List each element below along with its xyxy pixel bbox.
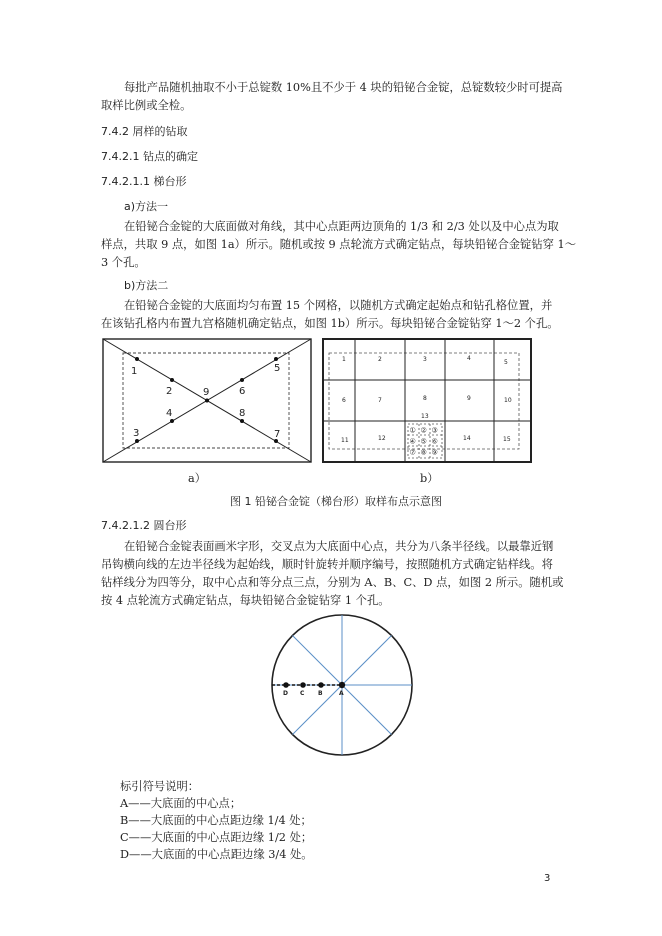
heading-7-4-2: 7.4.2 屑样的钻取 bbox=[101, 125, 188, 138]
fig2-label-b: B bbox=[318, 690, 323, 697]
fig1b-cell-4: 4 bbox=[467, 355, 471, 362]
fig1b-sub-label: b） bbox=[420, 472, 439, 485]
fig1b-sub-9: ⑨ bbox=[431, 448, 438, 457]
intro-line-1: 每批产品随机抽取不小于总锭数 10%且不少于 4 块的铅铋合金锭，总锭数较少时可提高 bbox=[124, 81, 563, 94]
fig1b-cell-7: 7 bbox=[378, 397, 382, 404]
figure-2 bbox=[270, 613, 414, 757]
fig1a-label-4: 4 bbox=[166, 408, 173, 419]
round-line-4: 按 4 点轮流方式确定钻点，每块铅铋合金锭钻穿 1 个孔。 bbox=[101, 594, 390, 607]
fig1b-sub-4: ④ bbox=[409, 437, 416, 446]
fig1b-cell-6: 6 bbox=[342, 397, 346, 404]
method-a-line-1: 在铅铋合金锭的大底面做对角线，其中心点距两边顶角的 1/3 和 2/3 处以及中心点为取 bbox=[124, 220, 559, 233]
legend-item-d: D——大底面的中心点距边缘 3/4 处。 bbox=[120, 848, 313, 861]
fig1a-label-3: 3 bbox=[133, 428, 140, 439]
legend-item-b: B——大底面的中心点距边缘 1/4 处； bbox=[120, 814, 312, 827]
fig1b-sub-1: ① bbox=[409, 426, 416, 435]
fig1a-label-9: 9 bbox=[203, 387, 210, 398]
page-number: 3 bbox=[544, 873, 551, 884]
heading-7-4-2-1: 7.4.2.1 钻点的确定 bbox=[101, 150, 198, 163]
fig1b-cell-13: 13 bbox=[421, 413, 429, 420]
figure-1b bbox=[322, 338, 532, 464]
fig1b-cell-14: 14 bbox=[463, 435, 471, 442]
legend-title: 标引符号说明： bbox=[120, 780, 200, 793]
fig2-label-c: C bbox=[300, 690, 305, 697]
fig1b-sub-3: ③ bbox=[431, 426, 438, 435]
fig1a-label-2: 2 bbox=[166, 386, 173, 397]
round-line-1: 在铅铋合金锭表面画米字形，交叉点为大底面中心点，共分为八条半径线。以最靠近钢 bbox=[124, 540, 554, 553]
fig1b-cell-15: 15 bbox=[503, 436, 511, 443]
figure-1a bbox=[102, 338, 312, 464]
fig1a-label-6: 6 bbox=[239, 386, 246, 397]
legend-item-c: C——大底面的中心点距边缘 1/2 处； bbox=[120, 831, 313, 844]
fig1b-cell-3: 3 bbox=[423, 356, 427, 363]
intro-line-2: 取样比例或全检。 bbox=[101, 99, 192, 112]
round-line-2: 吊钩横向线的左边半径线为起始线，顺时针旋转并顺序编号，按照随机方式确定钻样线。将 bbox=[101, 558, 553, 571]
fig1b-cell-8: 8 bbox=[423, 395, 427, 402]
fig1b-sub-5: ⑤ bbox=[420, 437, 427, 446]
fig1b-cell-5: 5 bbox=[504, 359, 508, 366]
method-a-line-2: 样点，共取 9 点，如图 1a）所示。随机或按 9 点轮流方式确定钻点，每块铅铋合金锭钻穿 1～ bbox=[101, 238, 577, 251]
fig1b-cell-1: 1 bbox=[342, 356, 346, 363]
method-a-line-3: 3 个孔。 bbox=[101, 256, 146, 269]
fig2-label-d: D bbox=[283, 690, 288, 697]
fig1a-sub-label: a） bbox=[188, 472, 207, 485]
fig1a-label-7: 7 bbox=[274, 429, 281, 440]
heading-7-4-2-1-2: 7.4.2.1.2 圆台形 bbox=[101, 519, 187, 532]
fig1b-sub-7: ⑦ bbox=[409, 448, 416, 457]
method-b-line-1: 在铅铋合金锭的大底面均匀布置 15 个网格，以随机方式确定起始点和钻孔格位置，并 bbox=[124, 299, 553, 312]
fig1b-sub-6: ⑥ bbox=[431, 437, 438, 446]
fig1a-label-5: 5 bbox=[274, 363, 281, 374]
fig1a-label-8: 8 bbox=[239, 408, 246, 419]
fig1b-cell-12: 12 bbox=[378, 435, 386, 442]
fig1b-cell-9: 9 bbox=[467, 395, 471, 402]
fig2-label-a: A bbox=[339, 690, 344, 697]
method-a-title: a)方法一 bbox=[124, 200, 169, 213]
round-line-3: 钻样线分为四等分，取中心点和等分点三点，分别为 A、B、C、D 点，如图 2 所示。随机或 bbox=[101, 576, 564, 589]
legend-item-a: A——大底面的中心点； bbox=[120, 797, 242, 810]
fig1b-cell-2: 2 bbox=[378, 356, 382, 363]
fig1b-cell-11: 11 bbox=[341, 437, 349, 444]
fig1b-sub-8: ⑧ bbox=[420, 448, 427, 457]
fig1a-label-1: 1 bbox=[131, 366, 138, 377]
fig1b-sub-2: ② bbox=[420, 426, 427, 435]
method-b-line-2: 在该钻孔格内布置九宫格随机确定钻点，如图 1b）所示。每块铅铋合金锭钻穿 1～2 个孔。 bbox=[101, 317, 559, 330]
method-b-title: b)方法二 bbox=[124, 279, 169, 292]
fig1b-cell-10: 10 bbox=[504, 397, 512, 404]
figure-1-caption: 图 1 铅铋合金锭（梯台形）取样布点示意图 bbox=[230, 495, 442, 508]
heading-7-4-2-1-1: 7.4.2.1.1 梯台形 bbox=[101, 175, 187, 188]
